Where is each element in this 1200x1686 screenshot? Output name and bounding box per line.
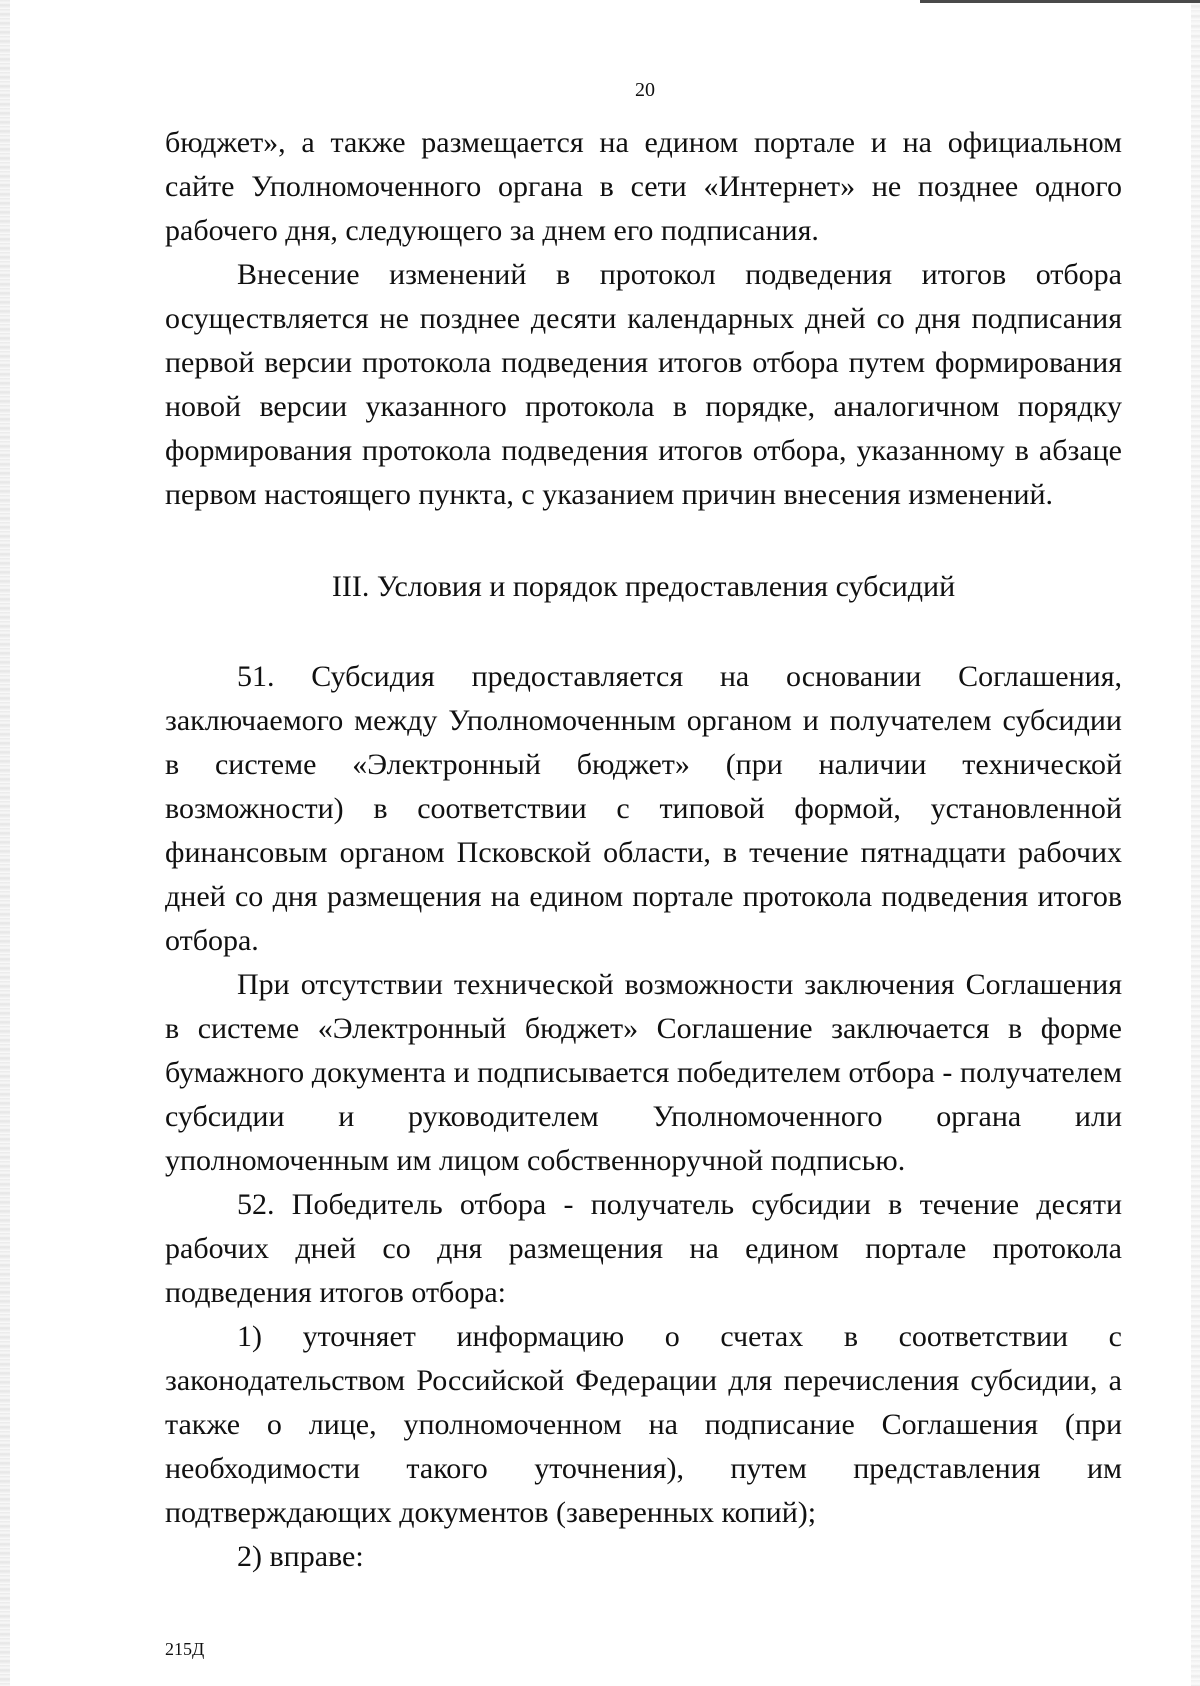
spacer [165,517,1122,565]
paragraph-amendments: Внесение изменений в протокол подведения итогов отбора осуществляется не позднее десяти календарных дней со дня подписания первой версии протокола подведения итогов отбора путем формирования новой версии указанного протокола в порядке, аналогичном порядку формирования протокола подведения итогов отбора, указанному в абзаце первом настоящего пункта, с указанием причин внесения изменений. [165,258,1122,511]
scan-edge-left [0,0,10,1686]
spacer [165,609,1122,655]
paragraph-51: 51. Субсидия предоставляется на основании Соглашения, заключаемого между Уполномоченным органом и получателем субсидии в системе «Электронный бюджет» (при наличии технической возможности) в соответствии с типовой формой, установленной финансовым органом Псковской области, в течение пятнадцати рабочих дней со дня размещения на едином портале протокола подведения итогов отбора. [165,660,1122,957]
paragraph-paper-agreement: При отсутствии технической возможности заключения Соглашения в системе «Электронный бюджет» Соглашение заключается в форме бумажного документа и подписывается победителем отбора - получателем субсидии и руководителем Уполномоченного органа или уполномоченным им лицом собственноручной подписью. [165,968,1122,1177]
paragraph-52-item-2: 2) вправе: [237,1540,364,1573]
paragraph-continuation: бюджет», а также размещается на едином портале и на официальном сайте Уполномоченного органа в сети «Интернет» не позднее одного рабочего дня, следующего за днем его подписания. [165,126,1122,247]
paragraph-52-item-1: 1) уточняет информацию о счетах в соответствии с законодательством Российской Федерации для перечисления субсидии, а также о лице, уполномоченном на подписание Соглашения (при необходимости такого уточнения), путем представления им подтверждающих документов (заверенных копий); [165,1320,1122,1529]
document-body [165,121,1122,1579]
paragraph-52: 52. Победитель отбора - получатель субсидии в течение десяти рабочих дней со дня размещения на едином портале протокола подведения итогов отбора: [165,1188,1122,1309]
top-rule [920,0,1200,3]
scan-edge-right [1191,0,1200,1686]
footer-document-code: 215Д [165,1639,205,1659]
page-number: 20 [635,79,655,101]
section-heading: III. Условия и порядок предоставления субсидий [331,570,956,603]
